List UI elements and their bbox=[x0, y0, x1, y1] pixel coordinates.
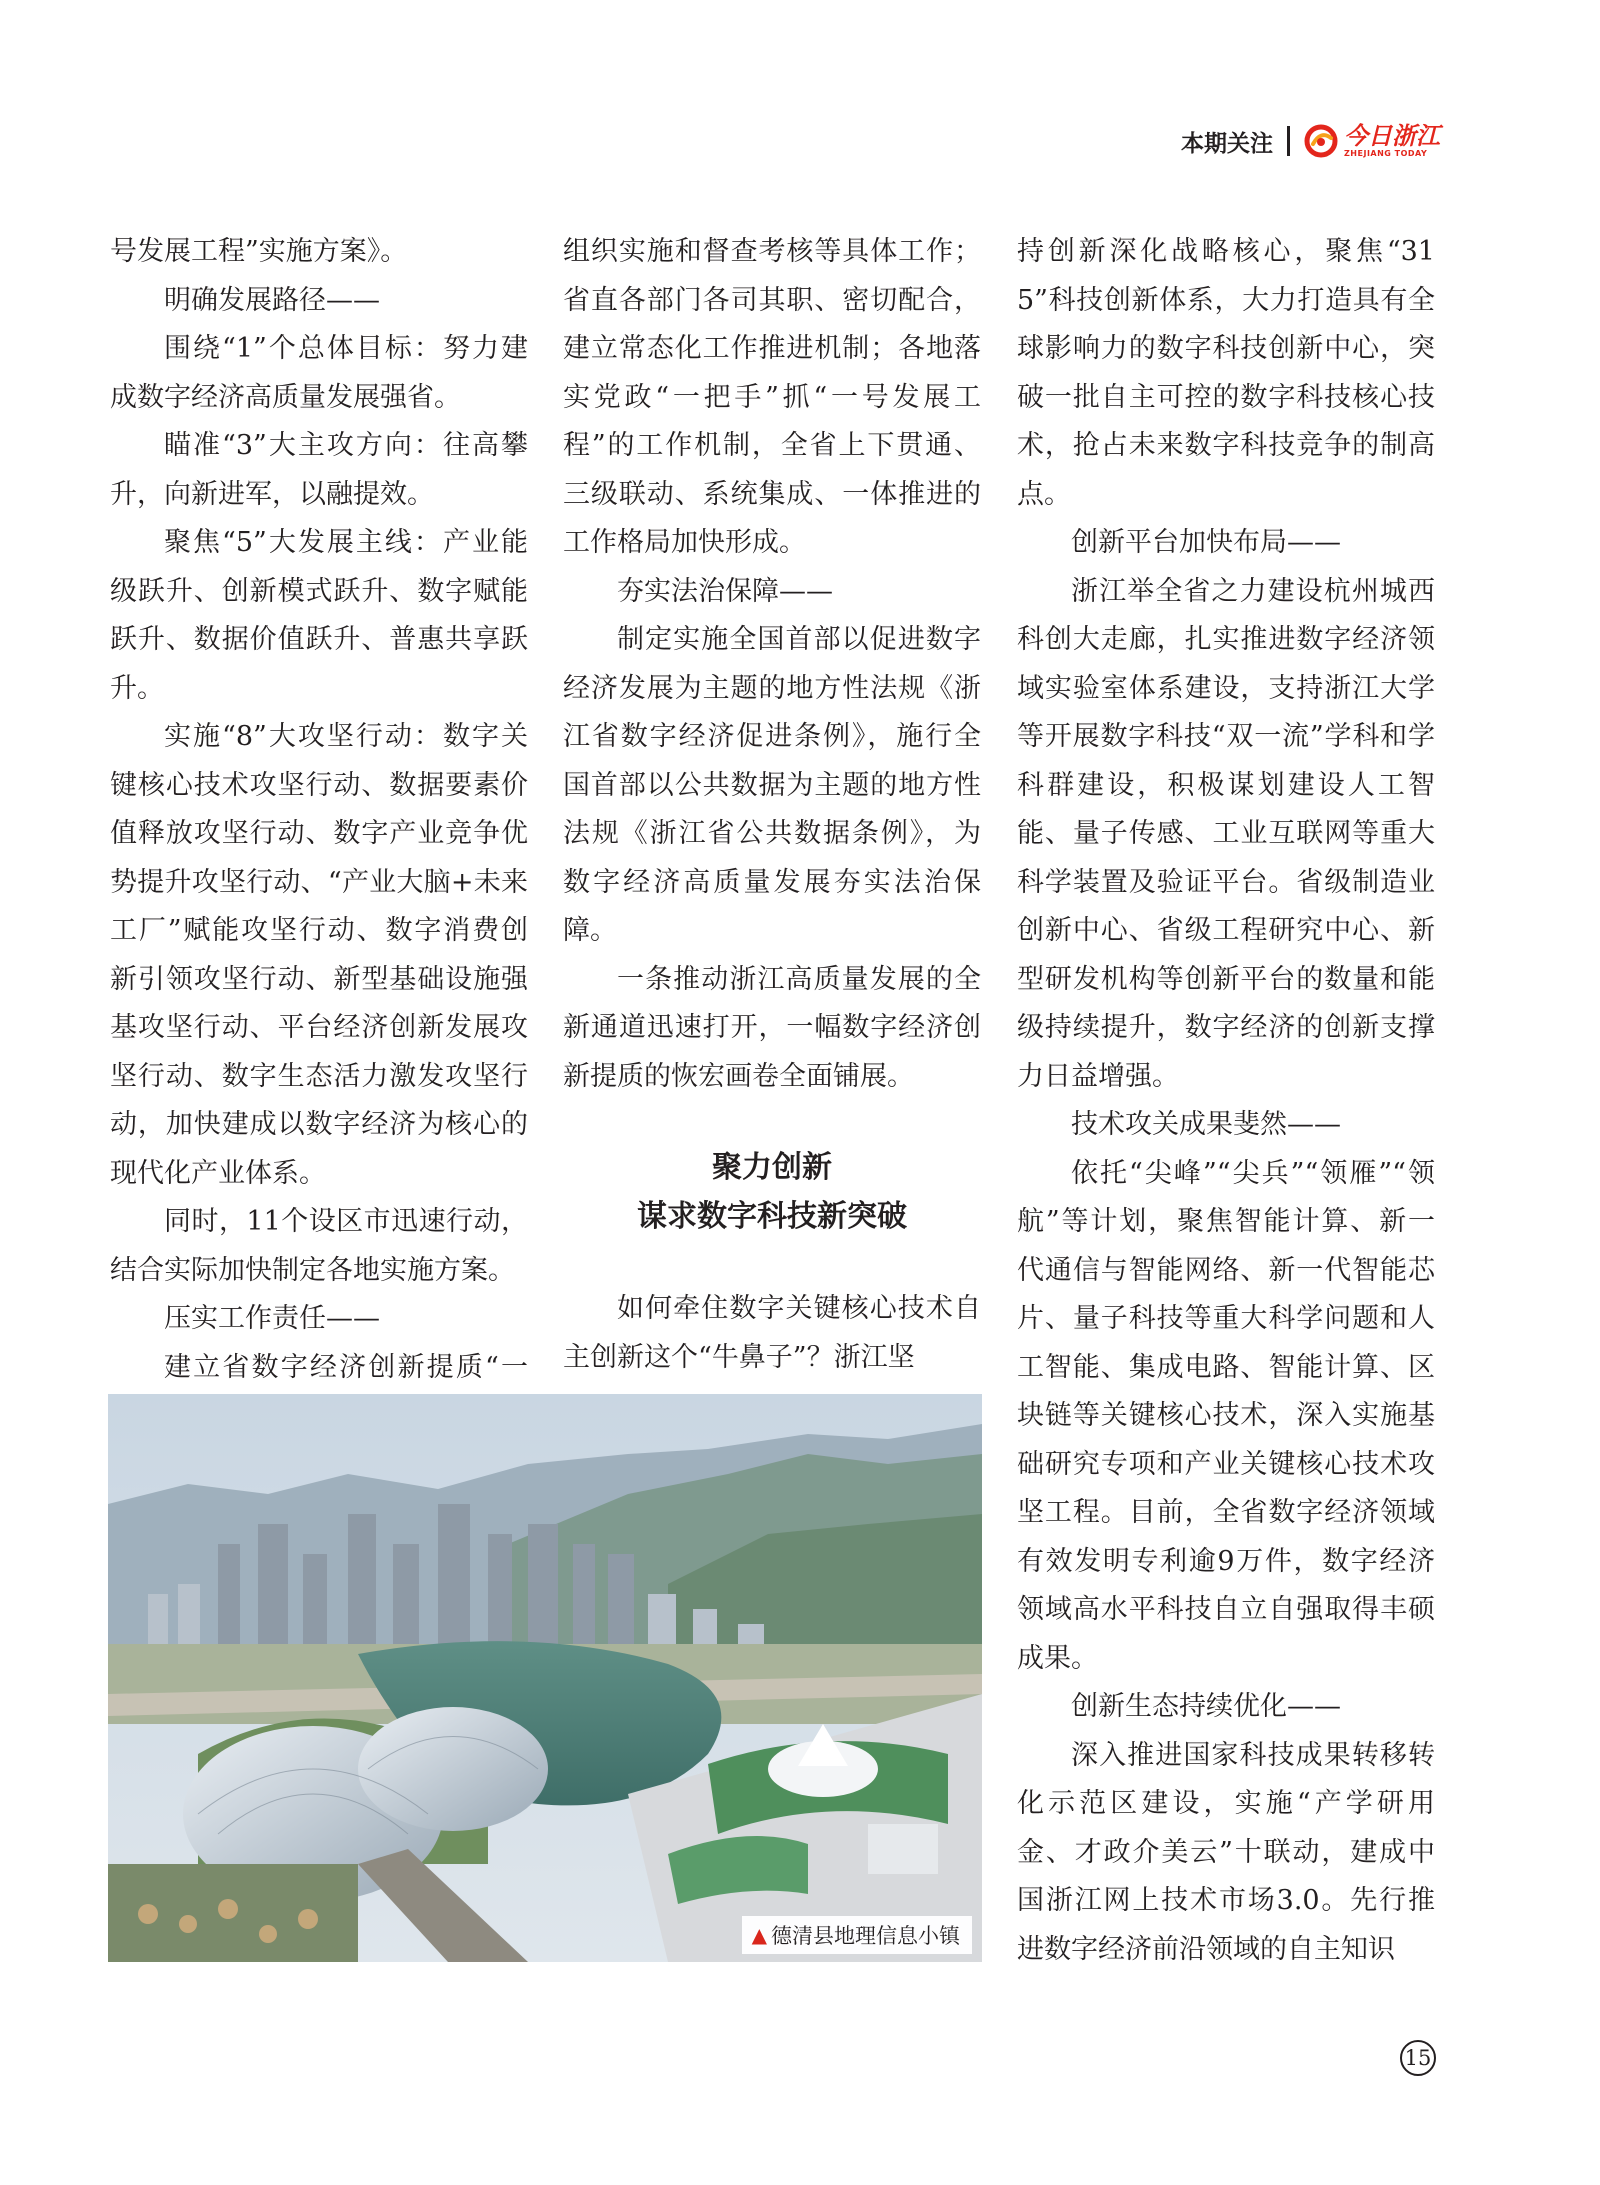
paragraph: 实施“8”大攻坚行动：数字关键核心技术攻坚行动、数据要素价值释放攻坚行动、数字产业竞争优势提升攻坚行动、“产业大脑+未来工厂”赋能攻坚行动、数字消费创新引领攻坚行动、新型基础设施强基攻坚行动、平台经济创新发展攻坚行动、数字生态活力激发攻坚行动，加快建成以数字经济为核心的现代化产业体系。 bbox=[110, 721, 528, 1189]
paragraph: 瞄准“3”大主攻方向：往高攀升，向新进军，以融提效。 bbox=[110, 430, 528, 510]
subheading: 创新平台加快布局—— bbox=[1071, 527, 1341, 558]
magazine-logo bbox=[1304, 124, 1440, 158]
subheading: 明确发展路径—— bbox=[164, 284, 380, 316]
paragraph: 深入推进国家科技成果转移转化示范区建设，实施“产学研用金、才政介美云”十联动，建成中国浙江网上技术市场3.0。先行推进数字经济前沿领域的自主知识 bbox=[1017, 1739, 1435, 1965]
photo-caption bbox=[742, 1916, 972, 1954]
triangle-up-icon: ▲ bbox=[751, 1923, 767, 1947]
column-3 bbox=[1017, 228, 1435, 1974]
subheading: 技术攻关成果斐然—— bbox=[1071, 1109, 1341, 1140]
paragraph: 聚焦“5”大发展主线：产业能级跃升、创新模式跃升、数字赋能跃升、数据价值跃升、普惠共享跃升。 bbox=[110, 527, 528, 704]
paragraph: 组织实施和督查考核等具体工作；省直各部门各司其职、密切配合，建立常态化工作推进机制；各地落实党政“一把手”抓“一号发展工程”的工作机制，全省上下贯通、三级联动、系统集成、一体推进的工作格局加快形成。 bbox=[563, 236, 981, 558]
subheading: 创新生态持续优化—— bbox=[1071, 1691, 1341, 1722]
section-label: 本期关注 bbox=[1181, 130, 1273, 157]
paragraph: 浙江举全省之力建设杭州城西科创大走廊，扎实推进数字经济领域实验室体系建设，支持浙江大学等开展数字科技“双一流”学科和学科群建设，积极谋划建设人工智能、量子传感、工业互联网等重大科学装置及验证平台。省级制造业创新中心、省级工程研究中心、新型研发机构等创新平台的数量和能级持续提升，数字经济的创新支撑力日益增强。 bbox=[1017, 575, 1435, 1092]
column-1 bbox=[110, 228, 528, 1489]
paragraph: 一条推动浙江高质量发展的全新通道迅速打开，一幅数字经济创新提质的恢宏画卷全面铺展。 bbox=[563, 963, 981, 1092]
aerial-photo-illustration bbox=[108, 1394, 982, 1962]
aerial-photo bbox=[108, 1394, 982, 1962]
page-number: 15 bbox=[1400, 2040, 1436, 2076]
zhejiang-today-logo-icon bbox=[1304, 124, 1338, 158]
section-heading-line-2: 谋求数字科技新突破 bbox=[637, 1199, 907, 1234]
paragraph: 建立省数字经济创新提质“一 bbox=[164, 1351, 528, 1383]
paragraph: 依托“尖峰”“尖兵”“领雁”“领航”等计划，聚焦智能计算、新一代通信与智能网络、新一代智能芯片、量子科技等重大科学问题和人工智能、集成电路、智能计算、区块链等关键核心技术，深入实施基础研究专项和产业关键核心技术攻坚工程。目前，全省数字经济领域有效发明专利逾9万件，数字经济领域高水平科技自立自强取得丰硕成果。 bbox=[1017, 1157, 1435, 1674]
header-divider bbox=[1287, 126, 1290, 156]
logo-name-cn: 今日浙江 bbox=[1344, 122, 1440, 150]
paragraph: 持创新深化战略核心，聚焦“315”科技创新体系，大力打造具有全球影响力的数字科技创新中心，突破一批自主可控的数字科技核心技术，抢占未来数字科技竞争的制高点。 bbox=[1017, 236, 1435, 510]
subheading: 夯实法治保障—— bbox=[617, 575, 833, 607]
paragraph: 围绕“1”个总体目标：努力建成数字经济高质量发展强省。 bbox=[110, 333, 528, 413]
section-heading-line-1: 聚力创新 bbox=[712, 1150, 832, 1185]
paragraph: 制定实施全国首部以促进数字经济发展为主题的地方性法规《浙江省数字经济促进条例》，施行全国首部以公共数据为主题的地方性法规《浙江省公共数据条例》，为数字经济高质量发展夯实法治保障。 bbox=[563, 624, 981, 946]
paragraph: 同时，11个设区市迅速行动，结合实际加快制定各地实施方案。 bbox=[110, 1206, 528, 1286]
photo-caption-text: 德清县地理信息小镇 bbox=[771, 1924, 960, 1948]
paragraph: 号发展工程”实施方案》。 bbox=[110, 236, 408, 267]
logo-name-en: ZHEJIANG TODAY bbox=[1344, 149, 1428, 158]
paragraph: 如何牵住数字关键核心技术自主创新这个“牛鼻子”？浙江坚 bbox=[563, 1293, 981, 1373]
column-2 bbox=[563, 228, 981, 1382]
page-header bbox=[1181, 124, 1440, 158]
section-heading bbox=[563, 1143, 981, 1241]
subheading: 压实工作责任—— bbox=[164, 1303, 380, 1334]
